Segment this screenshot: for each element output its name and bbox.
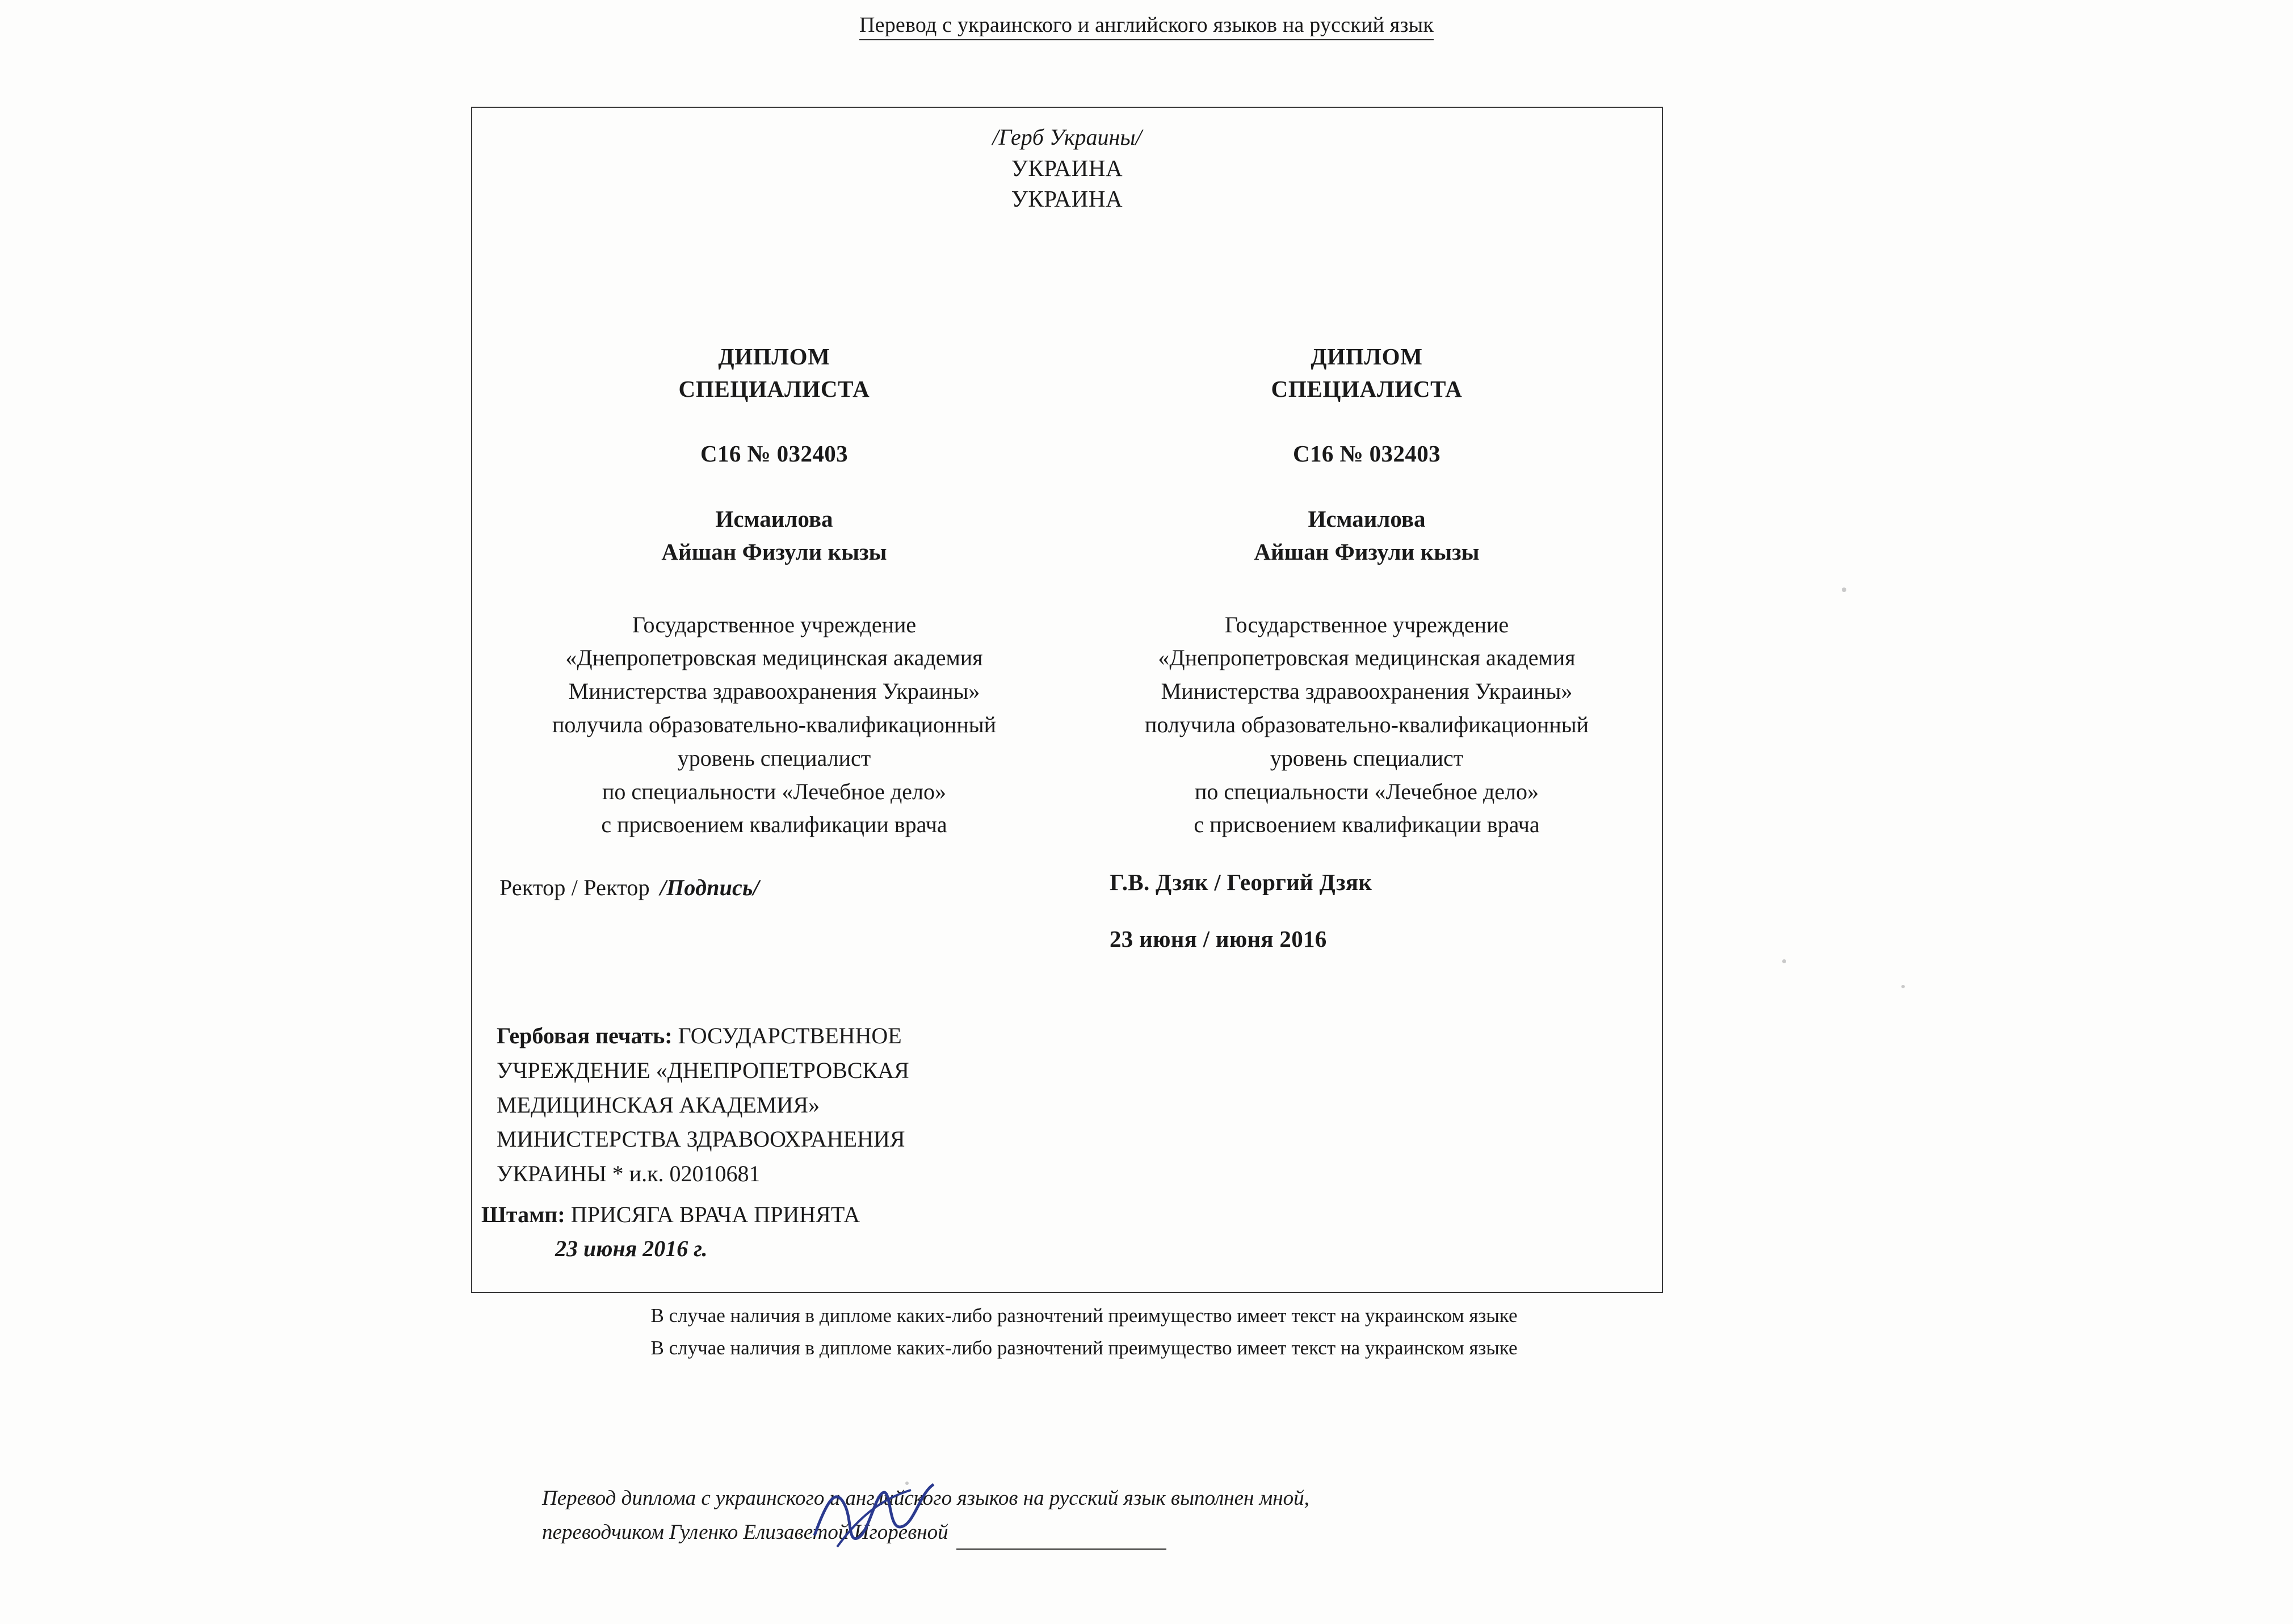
seal-line: УЧРЕЖДЕНИЕ «ДНЕПРОПЕТРОВСКАЯ — [497, 1057, 909, 1083]
diploma-number-left: С16 № 032403 — [700, 440, 849, 467]
seal-description — [497, 1019, 1121, 1191]
diploma-body-right-line: уровень специалист — [1270, 745, 1464, 771]
diploma-body-left-line: уровень специалист — [677, 745, 871, 771]
translator-line-2: переводчиком Гуленко Елизаветой Игоревной — [542, 1520, 948, 1544]
scan-speck — [1901, 985, 1905, 988]
diploma-body-left-line: «Днепропетровская медицинская академия — [565, 645, 983, 671]
holder-surname-right: Исмаилова — [1308, 506, 1426, 532]
diploma-body-left-line: Государственное учреждение — [632, 611, 917, 637]
holder-givenname-right: Айшан Физули кызы — [1254, 539, 1480, 565]
diploma-title-left-line2: СПЕЦИАЛИСТА — [678, 375, 870, 402]
seal-line: ГОСУДАРСТВЕННОЕ — [678, 1023, 902, 1048]
footnote-line-2: В случае наличия в дипломе каких-либо разночтений преимущество имеет текст на украинском языке — [650, 1336, 1518, 1359]
stamp-date: 23 июня 2016 г. — [555, 1236, 708, 1261]
scan-speck — [905, 1482, 909, 1485]
stamp-text: ПРИСЯГА ВРАЧА ПРИНЯТА — [570, 1202, 860, 1227]
holder-surname-left: Исмаилова — [715, 506, 833, 532]
diploma-title-right-line1: ДИПЛОМ — [1311, 343, 1423, 370]
translation-direction-text: Перевод с украинского и английского языков на русский язык — [859, 13, 1434, 40]
rector-label: Ректор / Ректор — [499, 875, 650, 900]
seal-line: УКРАИНЫ * и.к. 02010681 — [497, 1161, 761, 1187]
rector-name: Г.В. Дзяк / Георгий Дзяк — [1110, 869, 1372, 895]
diploma-body-left — [488, 609, 1060, 842]
seal-label: Гербовая печать: — [497, 1023, 673, 1048]
emblem-label: /Герб Украины/ — [992, 124, 1142, 150]
diploma-body-right-line: Государственное учреждение — [1224, 611, 1509, 637]
rector-signature-mark: /Подпись/ — [660, 875, 759, 900]
diploma-column-right — [1081, 341, 1663, 842]
issue-date: 23 июня / июня 2016 — [1110, 926, 1327, 952]
translator-signature-line — [956, 1531, 1166, 1550]
country-ukrainian: УКРАИНА — [1011, 155, 1123, 181]
diploma-columns — [471, 341, 1663, 842]
translator-certification — [542, 1482, 1564, 1550]
footnote-line-1: В случае наличия в дипломе каких-либо разночтений преимущество имеет текст на украинском языке — [650, 1304, 1518, 1327]
stamp-label: Штамп: — [481, 1202, 565, 1227]
diploma-column-left — [471, 341, 1060, 842]
diploma-body-right-line: «Днепропетровская медицинская академия — [1158, 645, 1576, 671]
diploma-body-left-line: Министерства здравоохранения Украины» — [568, 678, 980, 704]
country-english: УКРАИНА — [1011, 186, 1123, 212]
diploma-title-right-line2: СПЕЦИАЛИСТА — [1271, 375, 1463, 402]
diploma-number-right: С16 № 032403 — [1292, 440, 1441, 467]
seal-line: МИНИСТЕРСТВА ЗДРАВООХРАНЕНИЯ — [497, 1126, 905, 1152]
holder-givenname-left: Айшан Физули кызы — [661, 539, 887, 565]
diploma-body-right-line: Министерства здравоохранения Украины» — [1161, 678, 1573, 704]
emblem-header — [471, 122, 1663, 214]
diploma-body-right-line: получила образовательно-квалификационный — [1144, 711, 1589, 737]
diploma-body-left-line: по специальности «Лечебное дело» — [602, 778, 947, 804]
diploma-body-right — [1081, 609, 1653, 842]
diploma-title-left-line1: ДИПЛОМ — [718, 343, 830, 370]
seal-line: МЕДИЦИНСКАЯ АКАДЕМИЯ» — [497, 1092, 820, 1118]
diploma-body-right-line: по специальности «Лечебное дело» — [1194, 778, 1539, 804]
scan-speck — [1782, 959, 1786, 963]
diploma-footnotes — [545, 1300, 1623, 1364]
translation-direction-note — [0, 12, 2293, 37]
stamp-description — [481, 1198, 1162, 1266]
rector-label-block — [499, 874, 759, 901]
translator-line-1: Перевод диплома с украинского и английского языков на русский язык выполнен мной, — [542, 1487, 1309, 1510]
diploma-body-left-line: с присвоением квалификации врача — [601, 812, 947, 838]
scan-speck — [1842, 588, 1846, 592]
diploma-body-left-line: получила образовательно-квалификационный — [552, 711, 997, 737]
diploma-body-right-line: с присвоением квалификации врача — [1194, 812, 1540, 838]
